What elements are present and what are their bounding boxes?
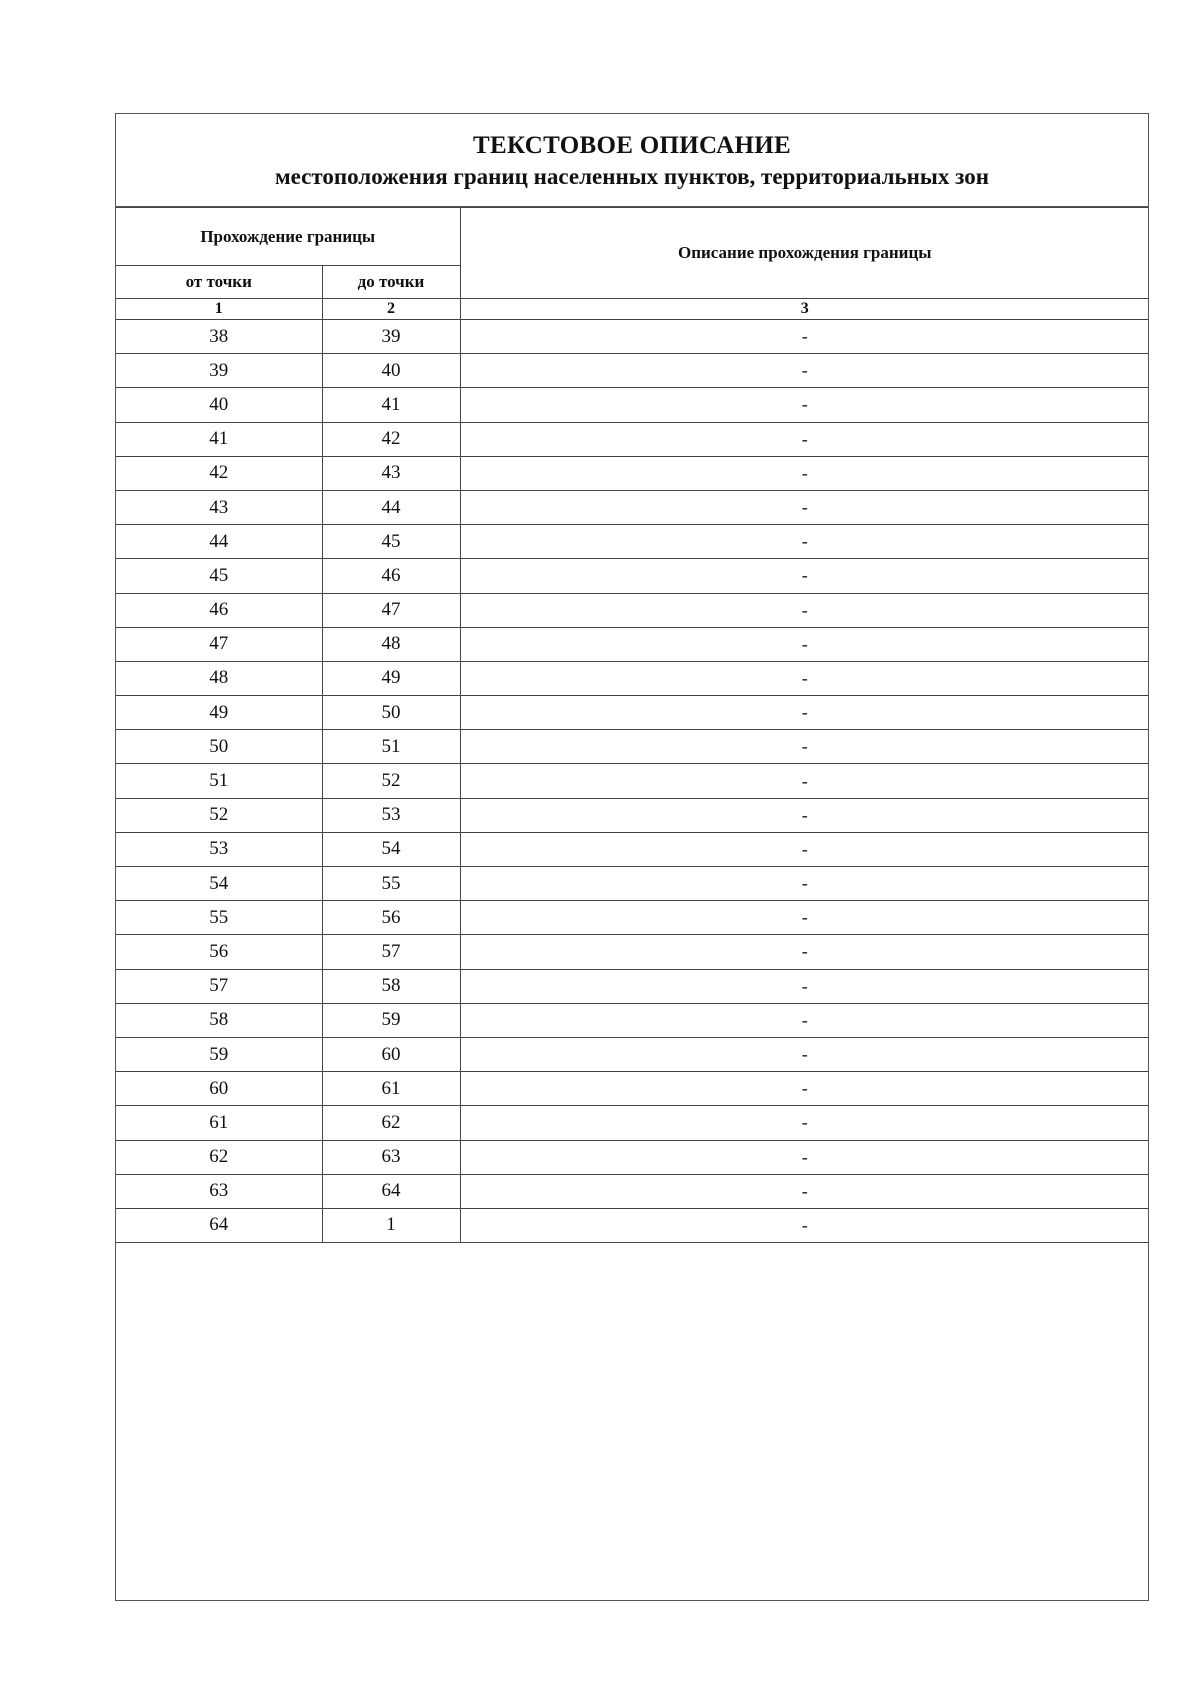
description-cell: - <box>460 764 1149 798</box>
document-subtitle: местоположения границ населенных пунктов, территориальных зон <box>275 164 989 189</box>
from-point-cell: 63 <box>116 1174 322 1208</box>
table-row <box>116 1140 1149 1174</box>
header-to-point: до точки <box>322 266 460 299</box>
table-row <box>116 1106 1149 1140</box>
from-point-cell: 52 <box>116 798 322 832</box>
description-cell: - <box>460 354 1149 388</box>
description-cell: - <box>460 1208 1149 1242</box>
table-row <box>116 901 1149 935</box>
from-point-cell: 41 <box>116 422 322 456</box>
to-point-cell: 43 <box>322 456 460 490</box>
description-cell: - <box>460 969 1149 1003</box>
column-number-3: 3 <box>460 299 1149 320</box>
from-point-cell: 50 <box>116 730 322 764</box>
to-point-cell: 51 <box>322 730 460 764</box>
table-row <box>116 696 1149 730</box>
from-point-cell: 45 <box>116 559 322 593</box>
table-row <box>116 867 1149 901</box>
to-point-cell: 54 <box>322 832 460 866</box>
table-row <box>116 422 1149 456</box>
document-frame <box>115 113 1149 1601</box>
to-point-cell: 47 <box>322 593 460 627</box>
to-point-cell: 62 <box>322 1106 460 1140</box>
header-from-point: от точки <box>116 266 322 299</box>
from-point-cell: 55 <box>116 901 322 935</box>
from-point-cell: 61 <box>116 1106 322 1140</box>
to-point-cell: 56 <box>322 901 460 935</box>
description-cell: - <box>460 1106 1149 1140</box>
from-point-cell: 54 <box>116 867 322 901</box>
from-point-cell: 39 <box>116 354 322 388</box>
table-body <box>116 320 1149 1243</box>
to-point-cell: 1 <box>322 1208 460 1242</box>
from-point-cell: 53 <box>116 832 322 866</box>
header-boundary-passage: Прохождение границы <box>116 208 460 266</box>
to-point-cell: 60 <box>322 1037 460 1071</box>
to-point-cell: 61 <box>322 1072 460 1106</box>
boundary-table <box>116 207 1149 1243</box>
column-number-2: 2 <box>322 299 460 320</box>
from-point-cell: 60 <box>116 1072 322 1106</box>
from-point-cell: 40 <box>116 388 322 422</box>
description-cell: - <box>460 1072 1149 1106</box>
to-point-cell: 41 <box>322 388 460 422</box>
from-point-cell: 47 <box>116 627 322 661</box>
table-row <box>116 969 1149 1003</box>
to-point-cell: 59 <box>322 1003 460 1037</box>
description-cell: - <box>460 832 1149 866</box>
table-row <box>116 559 1149 593</box>
to-point-cell: 45 <box>322 525 460 559</box>
table-row <box>116 764 1149 798</box>
from-point-cell: 59 <box>116 1037 322 1071</box>
description-cell: - <box>460 730 1149 764</box>
description-cell: - <box>460 1037 1149 1071</box>
description-cell: - <box>460 661 1149 695</box>
to-point-cell: 39 <box>322 320 460 354</box>
from-point-cell: 38 <box>116 320 322 354</box>
table-row <box>116 1037 1149 1071</box>
from-point-cell: 48 <box>116 661 322 695</box>
table-row <box>116 388 1149 422</box>
table-row <box>116 490 1149 524</box>
to-point-cell: 64 <box>322 1174 460 1208</box>
table-row <box>116 354 1149 388</box>
column-number-1: 1 <box>116 299 322 320</box>
to-point-cell: 53 <box>322 798 460 832</box>
header-description: Описание прохождения границы <box>460 208 1149 299</box>
table-row <box>116 935 1149 969</box>
description-cell: - <box>460 320 1149 354</box>
from-point-cell: 58 <box>116 1003 322 1037</box>
from-point-cell: 51 <box>116 764 322 798</box>
description-cell: - <box>460 1174 1149 1208</box>
description-cell: - <box>460 525 1149 559</box>
from-point-cell: 62 <box>116 1140 322 1174</box>
to-point-cell: 58 <box>322 969 460 1003</box>
table-row <box>116 832 1149 866</box>
from-point-cell: 44 <box>116 525 322 559</box>
description-cell: - <box>460 867 1149 901</box>
description-cell: - <box>460 559 1149 593</box>
to-point-cell: 46 <box>322 559 460 593</box>
title-block <box>116 114 1148 207</box>
to-point-cell: 55 <box>322 867 460 901</box>
table-row <box>116 798 1149 832</box>
description-cell: - <box>460 627 1149 661</box>
description-cell: - <box>460 1140 1149 1174</box>
from-point-cell: 46 <box>116 593 322 627</box>
table-row <box>116 593 1149 627</box>
description-cell: - <box>460 798 1149 832</box>
description-cell: - <box>460 422 1149 456</box>
to-point-cell: 50 <box>322 696 460 730</box>
to-point-cell: 49 <box>322 661 460 695</box>
to-point-cell: 52 <box>322 764 460 798</box>
table-row <box>116 1072 1149 1106</box>
table-row <box>116 1003 1149 1037</box>
table-row <box>116 661 1149 695</box>
table-row <box>116 456 1149 490</box>
table-row <box>116 1208 1149 1242</box>
description-cell: - <box>460 490 1149 524</box>
description-cell: - <box>460 388 1149 422</box>
to-point-cell: 48 <box>322 627 460 661</box>
from-point-cell: 49 <box>116 696 322 730</box>
table-row <box>116 1174 1149 1208</box>
to-point-cell: 63 <box>322 1140 460 1174</box>
description-cell: - <box>460 593 1149 627</box>
from-point-cell: 42 <box>116 456 322 490</box>
from-point-cell: 43 <box>116 490 322 524</box>
description-cell: - <box>460 696 1149 730</box>
description-cell: - <box>460 1003 1149 1037</box>
table-row <box>116 525 1149 559</box>
to-point-cell: 44 <box>322 490 460 524</box>
to-point-cell: 57 <box>322 935 460 969</box>
table-row <box>116 730 1149 764</box>
description-cell: - <box>460 901 1149 935</box>
from-point-cell: 56 <box>116 935 322 969</box>
table-row <box>116 627 1149 661</box>
to-point-cell: 40 <box>322 354 460 388</box>
document-title: ТЕКСТОВОЕ ОПИСАНИЕ <box>473 132 791 159</box>
table-row <box>116 320 1149 354</box>
from-point-cell: 57 <box>116 969 322 1003</box>
to-point-cell: 42 <box>322 422 460 456</box>
description-cell: - <box>460 935 1149 969</box>
description-cell: - <box>460 456 1149 490</box>
from-point-cell: 64 <box>116 1208 322 1242</box>
